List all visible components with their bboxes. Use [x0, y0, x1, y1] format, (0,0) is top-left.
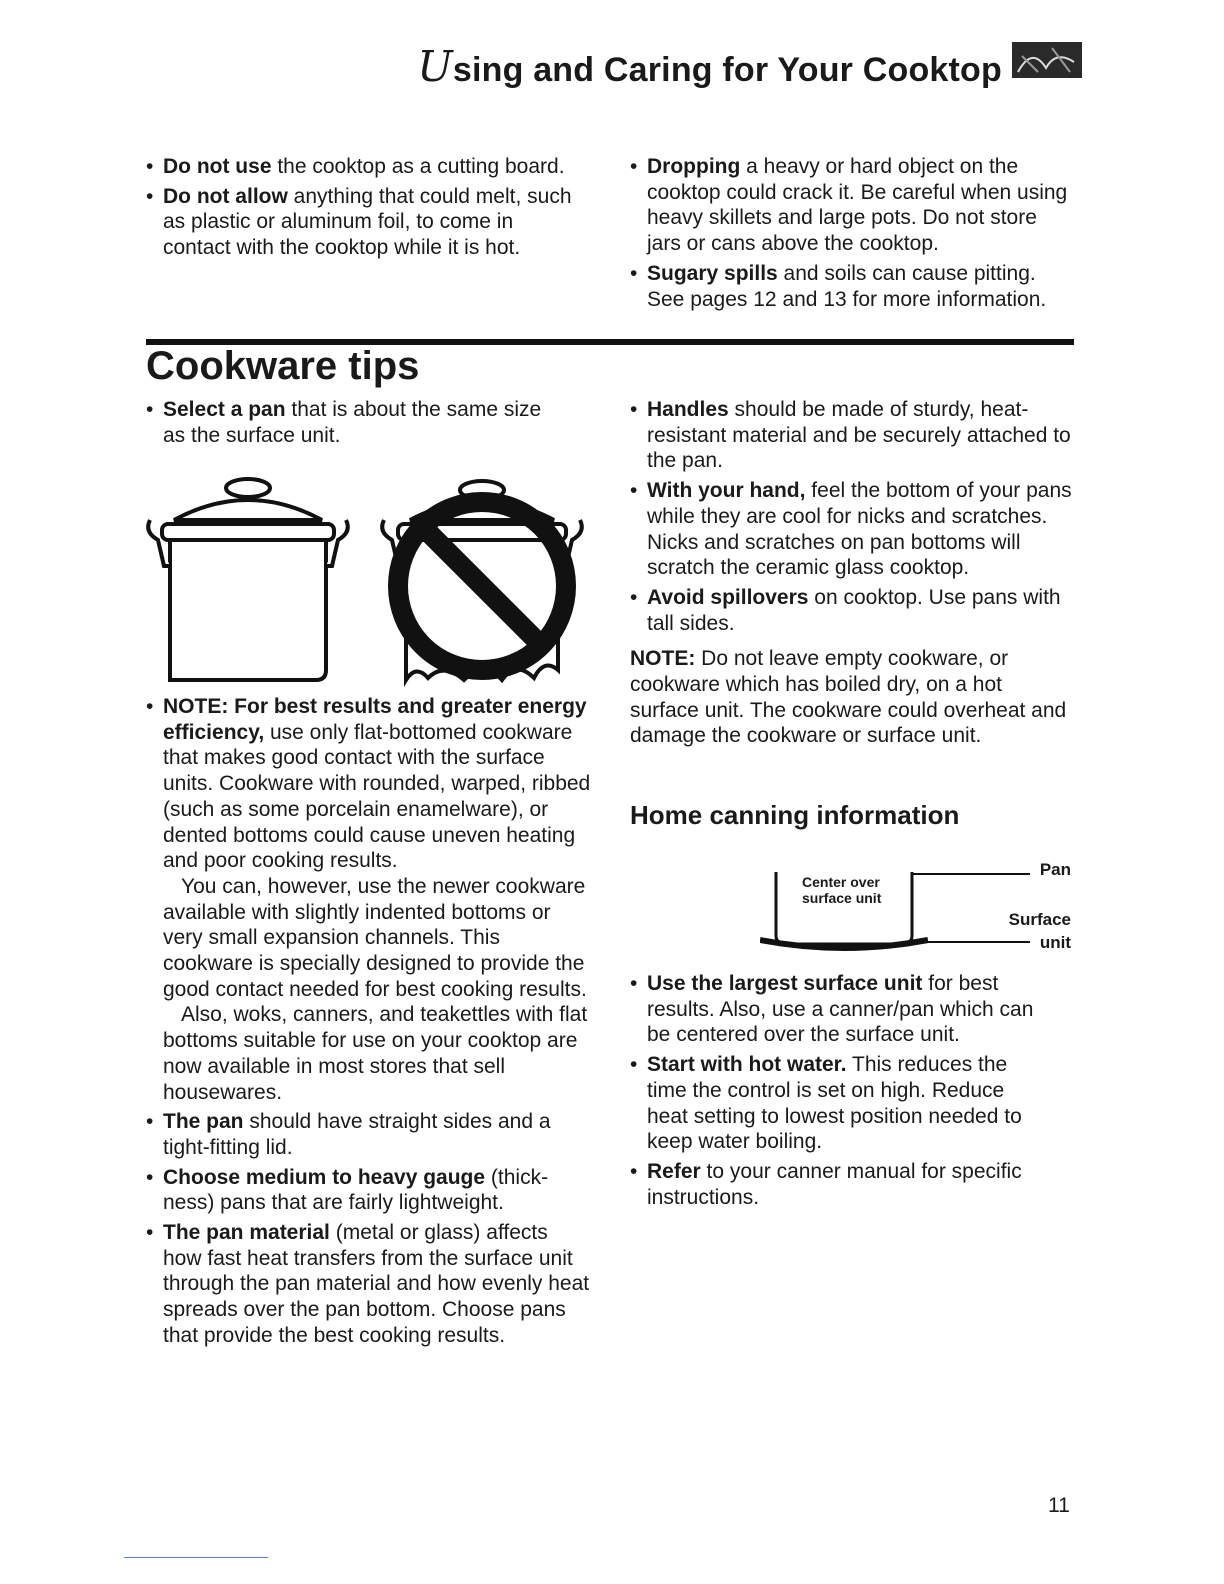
surface-unit-label: Surface unit [1008, 910, 1071, 952]
header-title-rest: sing and Caring for Your Cooktop [452, 51, 1002, 89]
list-item: • Start with hot water. This reduces the time the control is set on high. Reduce heat setting to lowest position needed to keep water boiling. [630, 1052, 1050, 1155]
list-item: • Sugary spills and soils can cause pitting. See pages 12 and 13 for more information. [630, 261, 1075, 312]
list-item: • Do not allow anything that could melt, such as plastic or aluminum foil, to come in contact with the cooktop while it is hot. [146, 184, 586, 261]
top-left-column [146, 154, 586, 265]
page-number: 11 [1048, 1494, 1070, 1517]
list-item: • Do not use the cooktop as a cutting board. [146, 154, 586, 180]
center-label: Center over surface unit [802, 874, 882, 906]
cooktop-logo-icon [1012, 42, 1082, 78]
page-header-title [417, 42, 1002, 91]
list-item: • Choose medium to heavy gauge (thick-ness) pans that are fairly lightweight. [146, 1165, 591, 1216]
footer-line [124, 1557, 268, 1558]
list-item: • Select a pan that is about the same size as the surface unit. [146, 397, 566, 448]
right-upper-column [630, 397, 1075, 749]
top-right-column [630, 154, 1075, 316]
select-pan-item [146, 397, 566, 452]
list-item: • NOTE: For best results and greater energy efficiency, use only flat-bottomed cookware that makes good contact with the surface units. Cookware with rounded, warped, ribbed (such as some porcelain enamelware), or dented bottoms could cause uneven heating and poor cooking results. You can, however, use the newer cookware available with slightly indented bottoms or very small expansion channels. This cookware is specially designed to provide the good contact needed for best cooking results. Also, woks, canners, and teakettles with flat bottoms suitable for use on your cooktop are now available in most stores that sell housewares. [146, 694, 591, 1105]
section-title: Cookware tips [146, 344, 420, 388]
canning-diagram [760, 860, 1075, 960]
list-item: • Avoid spillovers on cooktop. Use pans with tall sides. [630, 585, 1075, 636]
list-item: • The pan should have straight sides and a tight-fitting lid. [146, 1109, 591, 1160]
list-item: • The pan material (metal or glass) affects how fast heat transfers from the surface unit through the pan material and how evenly heat spreads over the pan bottom. Choose pans that provide the best cooking results. [146, 1220, 591, 1349]
canning-title: Home canning information [630, 800, 960, 830]
left-lower-column [146, 694, 591, 1353]
pot-illustration [144, 470, 594, 693]
list-item: • With your hand, feel the bottom of your pans while they are cool for nicks and scratches. Nicks and scratches on pan bottoms will scratch the ceramic glass cooktop. [630, 478, 1075, 581]
list-item: • Dropping a heavy or hard object on the cooktop could crack it. Be careful when using heavy skillets and large pots. Do not store jars or cans above the cooktop. [630, 154, 1075, 257]
correct-pot-icon [148, 479, 348, 680]
list-item: • Refer to your canner manual for specific instructions. [630, 1159, 1050, 1210]
header-title-initial: U [417, 42, 453, 91]
list-item: • Handles should be made of sturdy, heat-resistant material and be securely attached to the pan. [630, 397, 1075, 474]
note-paragraph: NOTE: Do not leave empty cookware, or cookware which has boiled dry, on a hot surface unit. The cookware could overheat and damage the cookware or surface unit. [630, 647, 1067, 748]
canning-list [630, 971, 1050, 1214]
pan-label: Pan [1039, 860, 1071, 879]
list-item: • Use the largest surface unit for best results. Also, use a canner/pan which can be centered over the surface unit. [630, 971, 1050, 1048]
